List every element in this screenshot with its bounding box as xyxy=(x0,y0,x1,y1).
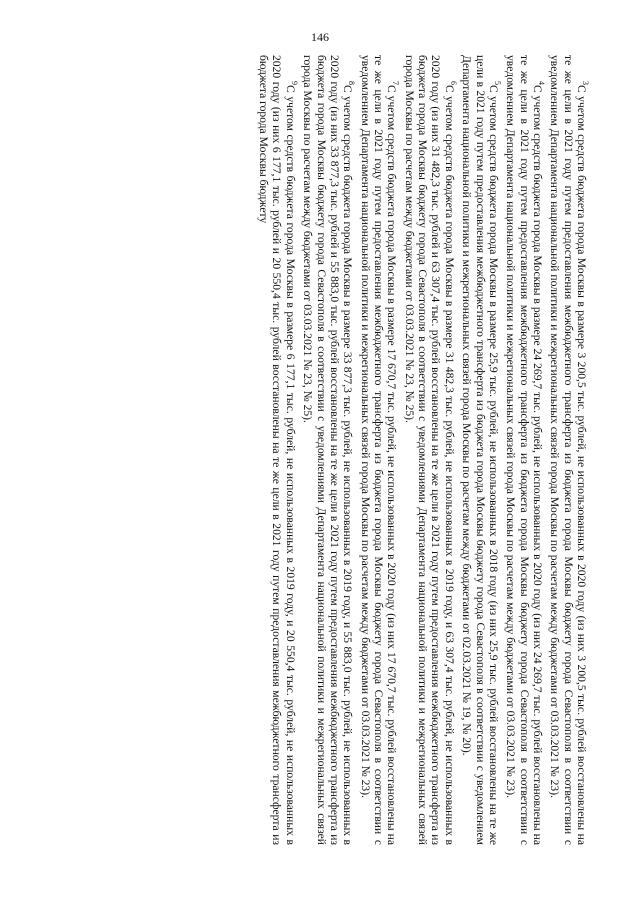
footnote-9 xyxy=(257,55,301,845)
footnote-marker: 7 xyxy=(391,81,401,85)
footnote-7 xyxy=(358,55,402,845)
footnote-text: С учетом средств бюджета города Москвы в размере 31 482,3 тыс. рублей, не использованных в 2019 году, и 63 307,4 тыс. рублей, не использованных в 2020 году (из них 31 482,3 тыс. рублей и 63 307,4 тыс. рублей восстановлены на те же цели в 2021 году путем предоставления межбюджетного трансферта из бюджета города Москвы бюджету города Севастополя в соответствии с уведомлениями Департамента национальной политики и межрегиональных связей города Москвы по расчетам между бюджетами от 03.03.2021 № 23, № 25). xyxy=(402,55,456,845)
footnote-4 xyxy=(504,55,548,845)
footnote-5 xyxy=(460,55,504,845)
footnote-text: С учетом средств бюджета города Москвы в размере 6 177,1 тыс. рублей, не использованных в 2019 году, и 20 550,4 тыс. рублей, не использованных в 2020 году (из них 6 177,1 тыс. рублей и 20 550,4 тыс. рублей восстановлены на те же цели в 2021 году путем предоставления межбюджетного трансферта из бюджета города Москвы бюджету xyxy=(257,55,297,845)
footnote-marker: 5 xyxy=(492,81,502,85)
footnote-marker: 9 xyxy=(289,81,299,85)
footnote-text: С учетом средств бюджета города Москвы в размере 24 269,7 тыс. рублей, не использованных в 2020 году (из них 24 269,7 тыс. рублей восстановлены на те же цели в 2021 году путем предоставления межбюджетного трансферта из бюджета города Москвы бюджету города Севастополя в соответствии с уведомлением Департамента национальной политики и межрегиональных связей города Москвы по расчетам между бюджетами от 03.03.2021 № 23). xyxy=(504,55,545,845)
footnote-text: С учетом средств бюджета города Москвы в размере 3 200,5 тыс. рублей, не использованных в 2020 году (из них 3 200,5 тыс. рублей восстановлены на те же цели в 2021 году путем предоставления межбюджетного трансферта из бюджета города Москвы бюджету города Севастополя в соответствии с уведомлением Департамента национальной политики и межрегиональных связей города Москвы по расчетам между бюджетами от 03.03.2021 № 23). xyxy=(548,55,589,845)
footnote-text: С учетом средств бюджета города Москвы в размере 17 670,7 тыс. рублей, не использованных в 2020 году (из них 17 670,7 тыс. рублей восстановлены на те же цели в 2021 году путем предоставления межбюджетного трансферта из бюджета города Москвы бюджету города Севастополя в соответствии с уведомлением Департамента национальной политики и межрегиональных связей города Москвы по расчетам между бюджетами от 03.03.2021 № 23). xyxy=(358,55,399,845)
footnote-8 xyxy=(301,55,358,845)
footnote-marker: 6 xyxy=(448,81,458,85)
footnote-marker: 3 xyxy=(581,81,590,85)
page-number: 146 xyxy=(311,30,329,44)
footnote-6 xyxy=(402,55,459,845)
footnote-marker: 4 xyxy=(536,81,546,85)
footnote-3 xyxy=(548,55,592,845)
footnote-text: С учетом средств бюджета города Москвы в размере 25,9 тыс. рублей, не использованных в 2018 году (из них 25,9 тыс. рублей восстановлены на те же цели в 2021 году путем предоставления межбюджетного трансферта из бюджета города Москвы бюджету города Севастополя в соответствии с уведомлением Департамента национальной политики и межрегиональных связей города Москвы по расчетам между бюджетами от 02.03.2021 № 19, № 20). xyxy=(460,55,500,845)
footnote-text: С учетом средств бюджета города Москвы в размере 33 877,3 тыс. рублей, не использованных в 2019 году, и 55 883,0 тыс. рублей, не использованных в 2020 году (из них 33 877,3 тыс. рублей и 55 883,0 тыс. рублей восстановлены на те же цели в 2021 году путем предоставления межбюджетного трансферта из бюджета города Москвы бюджету города Севастополя в соответствии с уведомлениями Департамента национальной политики и межрегиональных связей города Москвы по расчетам между бюджетами от 03.03.2021 № 23, № 25). xyxy=(301,55,355,845)
footnote-marker: 8 xyxy=(347,81,357,85)
rotated-footnotes xyxy=(72,55,592,845)
